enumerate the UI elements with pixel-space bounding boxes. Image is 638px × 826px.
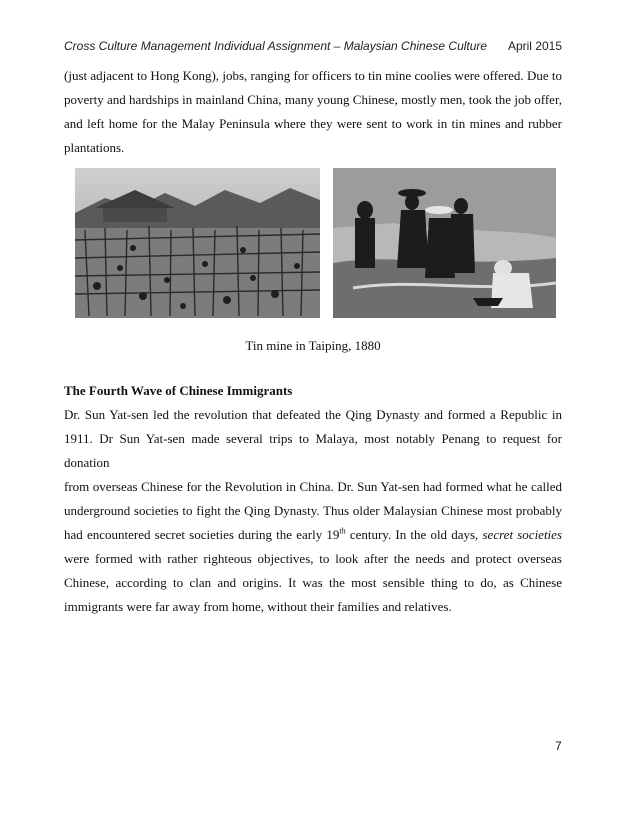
- intro-paragraph: [64, 64, 562, 160]
- section-line: were formed with rather righteous objectives, to look after the needs and protect overseas: [64, 551, 562, 566]
- section-line: Chinese, according to clan and origins. It was the most sensible thing to do, as Chinese: [64, 575, 562, 590]
- section-line: Dr. Sun Yat-sen led the revolution that defeated the Qing Dynasty and formed a Republic in: [64, 407, 562, 422]
- page-number: 7: [555, 739, 562, 753]
- section-line: 1911. Dr Sun Yat-sen made several trips to Malaya, most notably Penang to request for donation: [64, 431, 562, 470]
- intro-line: and left home for the Malay Peninsula where they were sent to work in tin mines and rubber: [64, 116, 562, 131]
- section-heading: The Fourth Wave of Chinese Immigrants: [64, 383, 293, 398]
- figure-caption: Tin mine in Taiping, 1880: [245, 338, 381, 353]
- section-line: from overseas Chinese for the Revolution in China. Dr. Sun Yat-sen had formed what he called: [64, 479, 562, 494]
- section-line: [64, 523, 562, 547]
- superscript-th: th: [339, 526, 346, 536]
- tin-mine-workers-image: [333, 168, 556, 318]
- tin-mine-workers-photo: [333, 168, 556, 318]
- intro-line: plantations.: [64, 140, 125, 155]
- section-line-text: had encountered secret societies during the early 19: [64, 527, 340, 542]
- section-paragraph: [64, 403, 562, 619]
- emphasis-secret-societies: secret societies: [482, 527, 562, 542]
- header-title: Cross Culture Management Individual Assignment – Malaysian Chinese Culture: [64, 39, 488, 53]
- intro-line: poverty and hardships in mainland China, many young Chinese, mostly men, took the job offer,: [64, 92, 562, 107]
- intro-line: (just adjacent to Hong Kong), jobs, ranging for officers to tin mine coolies were offered. Due to: [64, 68, 562, 83]
- section-line: immigrants were far away from home, without their families and relatives.: [64, 599, 452, 614]
- tin-mine-landscape-image: [75, 168, 320, 318]
- page-header: [64, 39, 562, 55]
- section-line: underground societies to fight the Qing Dynasty. Thus older Malaysian Chinese most probably: [64, 503, 562, 518]
- header-date: April 2015: [507, 39, 562, 53]
- tin-mine-landscape-photo: [75, 168, 320, 318]
- section-line-text: century. In the old days,: [345, 527, 483, 542]
